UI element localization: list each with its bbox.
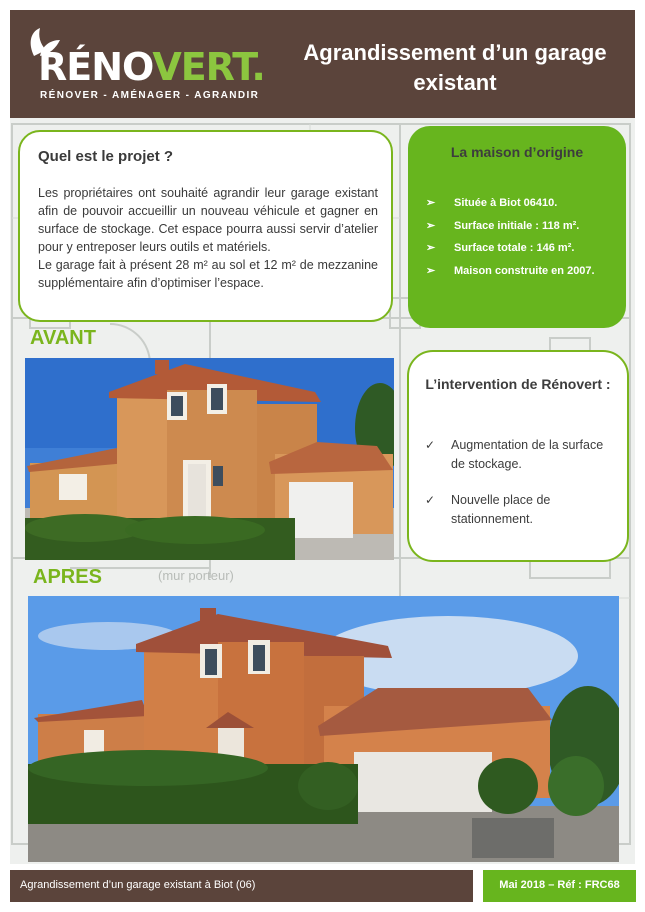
check-icon: ✓	[425, 493, 436, 507]
footer-reference-text: Mai 2018 – Réf : FRC68	[499, 879, 620, 891]
list-item	[426, 192, 595, 215]
original-house-heading: La maison d’origine	[450, 144, 584, 160]
project-description-box	[18, 130, 393, 322]
project-heading: Quel est le projet ?	[38, 148, 174, 165]
original-house-list	[426, 192, 595, 282]
project-text	[38, 184, 378, 292]
intervention-heading: L’intervention de Rénovert :	[425, 376, 611, 392]
list-item	[426, 260, 595, 283]
footer-description-text: Agrandissement d’un garage existant à Biot (06)	[20, 879, 256, 891]
list-item-text: Nouvelle place de stationnement.	[451, 493, 551, 526]
list-item-text: Augmentation de la surface de stockage.	[451, 438, 604, 471]
plan-label: (mur porteur)	[158, 568, 234, 583]
project-paragraph-1: Les propriétaires ont souhaité agrandir leur garage existant afin de pouvoir accueillir un nouveau véhicule et gagner en surface de stockage. Cet espace pourra aussi servir d’atelier pour y entreposer leurs outils et matériels.	[38, 186, 378, 254]
original-house-box	[408, 126, 626, 328]
check-icon: ✓	[425, 438, 436, 452]
renovert-logo	[26, 26, 265, 106]
list-item-text: Surface totale : 146 m².	[454, 242, 575, 254]
header-banner	[10, 10, 635, 118]
page-title: Agrandissement d’un garage existant	[303, 40, 607, 95]
footer-reference	[483, 870, 636, 902]
arrow-bullet-icon: ➢	[426, 197, 436, 209]
logo-tagline: RÉNOVER - AMÉNAGER - AGRANDIR	[40, 90, 260, 101]
logo-word-white: RÉNO	[38, 45, 153, 89]
after-label: APRES	[33, 566, 102, 588]
footer-description	[10, 870, 473, 902]
project-paragraph-2: Le garage fait à présent 28 m² au sol et 12 m² de mezzanine supplémentaire afin d’optimiser l’espace.	[38, 258, 378, 290]
list-item-text: Située à Biot 06410.	[454, 197, 558, 209]
before-photo	[25, 358, 394, 560]
list-item-text: Maison construite en 2007.	[454, 264, 595, 277]
intervention-box	[407, 350, 629, 562]
list-item	[426, 215, 595, 238]
arrow-bullet-icon: ➢	[426, 219, 436, 232]
arrow-bullet-icon: ➢	[426, 242, 436, 254]
before-label: AVANT	[30, 327, 96, 349]
logo-word-green: VERT.	[152, 45, 265, 89]
after-photo	[28, 596, 619, 862]
list-item-text: Surface initiale : 118 m².	[454, 219, 580, 232]
arrow-bullet-icon: ➢	[426, 264, 436, 277]
list-item	[426, 237, 595, 260]
logo-wordmark	[38, 45, 265, 89]
